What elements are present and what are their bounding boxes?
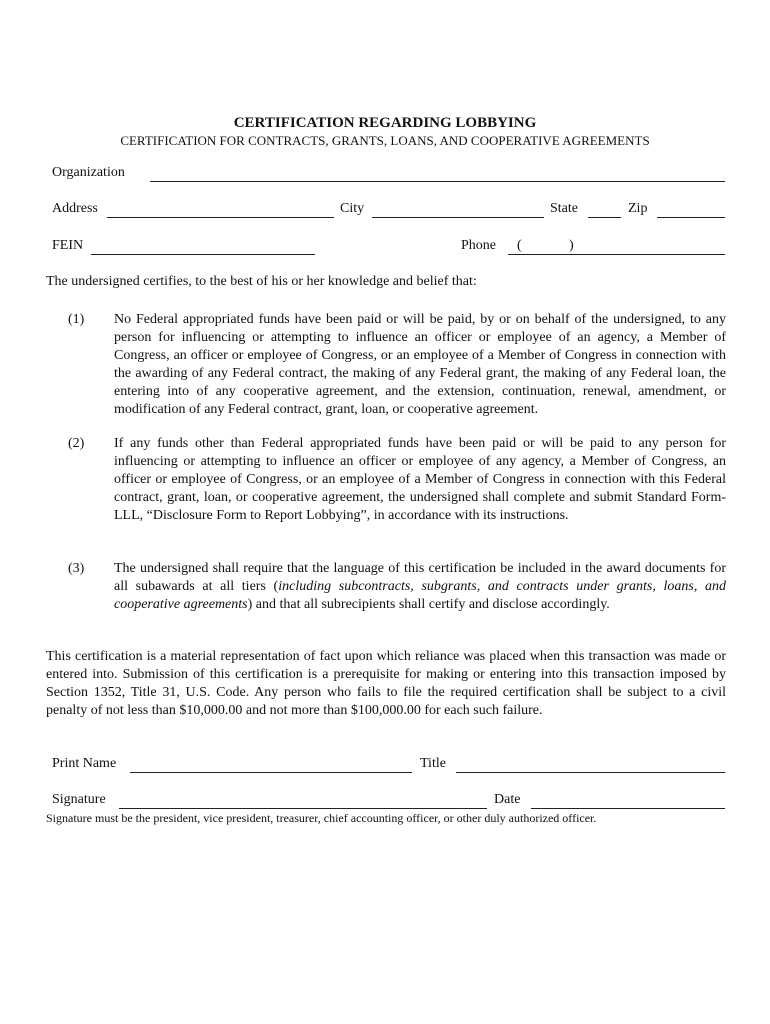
date-label: Date xyxy=(494,792,521,807)
item-text: No Federal appropriated funds have been paid or will be paid, by or on behalf of the undersigned, to any person for influencing or attempting to influence an officer or employee of an agency, a Member of Congress, an officer or employee of Congress, or an employee of a Member of Congress in connection with the awarding of any Federal contract, the making of any Federal grant, the making of any Federal loan, the entering into of any cooperative agreement, and the extension, continuation, renewal, amendment, or modification of any Federal contract, grant, loan, or cooperative agreement. xyxy=(114,312,726,417)
signature-row xyxy=(52,792,725,812)
zip-field[interactable] xyxy=(657,217,725,218)
print-name-field[interactable] xyxy=(130,772,412,773)
organization-label: Organization xyxy=(52,165,125,180)
state-label: State xyxy=(550,201,578,216)
city-field[interactable] xyxy=(372,217,544,218)
address-row xyxy=(52,201,725,221)
phone-area-open: ( xyxy=(517,238,522,253)
city-label: City xyxy=(340,201,365,216)
address-label: Address xyxy=(52,201,98,216)
certification-intro: The undersigned certifies, to the best of his or her knowledge and belief that: xyxy=(46,274,477,289)
item-number: (2) xyxy=(68,436,85,451)
signature-note: Signature must be the president, vice president, treasurer, chief accounting officer, or other duly authorized officer. xyxy=(46,811,597,825)
signature-label: Signature xyxy=(52,792,106,807)
item-text-part: ) and that all subrecipients shall certify and disclose accordingly. xyxy=(247,597,610,612)
address-field[interactable] xyxy=(107,217,334,218)
document-subtitle: CERTIFICATION FOR CONTRACTS, GRANTS, LOANS, AND COOPERATIVE AGREEMENTS xyxy=(120,133,650,148)
zip-label: Zip xyxy=(628,201,648,216)
organization-field[interactable] xyxy=(150,181,725,182)
phone-area-close: ) xyxy=(569,238,574,253)
fein-phone-row xyxy=(52,238,725,258)
item-text-part: The undersigned shall require that the language of this certification be included in the award documents for all subawards at all tiers ( xyxy=(114,561,726,594)
item-text-italic: including subcontracts, subgrants, and contracts under grants, loans, and cooperative agreements xyxy=(114,579,726,612)
item-text: If any funds other than Federal appropriated funds have been paid or will be paid to any person for influencing or attempting to influence an officer or employee of any agency, a Member of Congress, an officer or employee of Congress, or an employee of a Member of Congress in connection with this Federal contract, grant, loan, or cooperative agreement, the undersigned shall complete and submit Standard Form-LLL, “Disclosure Form to Report Lobbying”, in accordance with its instructions. xyxy=(114,436,726,523)
print-name-row xyxy=(52,756,725,776)
organization-row xyxy=(52,165,725,185)
fein-label: FEIN xyxy=(52,238,84,253)
phone-label: Phone xyxy=(461,238,496,253)
title-label: Title xyxy=(420,756,446,771)
document-title: CERTIFICATION REGARDING LOBBYING xyxy=(233,115,537,131)
state-field[interactable] xyxy=(588,217,621,218)
phone-field[interactable] xyxy=(508,254,725,255)
item-number: (1) xyxy=(68,312,85,327)
item-number: (3) xyxy=(68,561,85,576)
signature-field[interactable] xyxy=(119,808,487,809)
title-field[interactable] xyxy=(456,772,725,773)
date-field[interactable] xyxy=(531,808,725,809)
item-text xyxy=(114,560,726,614)
closing-paragraph: This certification is a material representation of fact upon which reliance was placed when this transaction was made or entered into. Submission of this certification is a prerequisite for making or entering into this transaction imposed by Section 1352, Title 31, U.S. Code. Any person who fails to file the required certification shall be subject to a civil penalty of not less than $10,000.00 and not more than $100,000.00 for each such failure. xyxy=(46,649,726,718)
print-name-label: Print Name xyxy=(52,756,117,771)
fein-field[interactable] xyxy=(91,254,315,255)
